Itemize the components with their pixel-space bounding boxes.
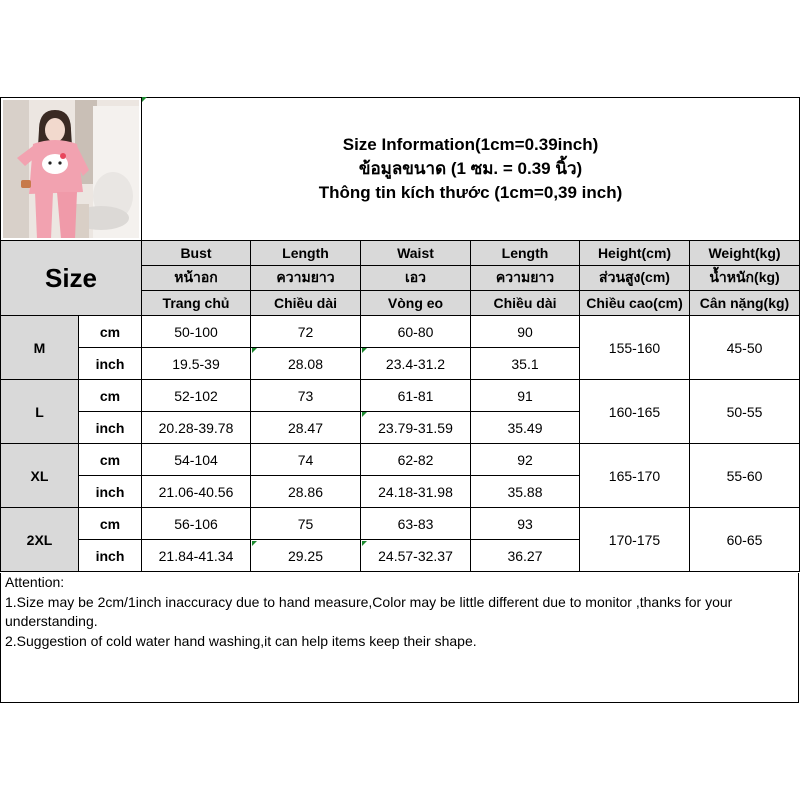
unit-label-cm: cm [79,316,142,348]
xl-length-cm: 74 [251,444,361,476]
l-waist-cm: 61-81 [361,380,471,412]
unit-label-inch: inch [79,412,142,444]
2xl-bust-inch: 21.84-41.34 [142,540,251,572]
m-bust-inch: 19.5-39 [142,348,251,380]
xl-bust-cm: 54-104 [142,444,251,476]
m-length-cm: 72 [251,316,361,348]
attention-notes [0,573,799,703]
col-header-waist-en: Waist [361,241,471,266]
m-length2-inch: 35.1 [471,348,580,380]
size-info-title-en: Size Information(1cm=0.39inch) [342,135,599,154]
xl-bust-inch: 21.06-40.56 [142,476,251,508]
2xl-length-inch: 29.25 [251,540,361,572]
size-name-xl: XL [1,444,79,508]
unit-label-cm: cm [79,444,142,476]
xl-length2-inch: 35.88 [471,476,580,508]
col-header-height-en: Height(cm) [580,241,690,266]
l-bust-cm: 52-102 [142,380,251,412]
xl-waist-inch: 24.18-31.98 [361,476,471,508]
size-chart-sheet [0,97,800,704]
size-info-title-vi: Thông tin kích thước (1cm=0,39 inch) [318,183,623,202]
size-row-xl-cm [1,444,800,476]
m-length2-cm: 90 [471,316,580,348]
2xl-height: 170-175 [580,508,690,572]
cell-marker [252,348,257,353]
xl-length-inch: 28.86 [251,476,361,508]
size-column-header: Size [1,241,142,316]
col-header-waist-th: เอว [361,266,471,291]
size-row-l-cm [1,380,800,412]
xl-waist-cm: 62-82 [361,444,471,476]
2xl-length2-cm: 93 [471,508,580,540]
col-header-bust-en: Bust [142,241,251,266]
size-name-2xl: 2XL [1,508,79,572]
size-row-m-cm [1,316,800,348]
col-header-length-vi: Chiều dài [251,291,361,316]
cell-marker [142,97,147,102]
xl-weight: 55-60 [690,444,800,508]
info-row [1,98,800,241]
l-height: 160-165 [580,380,690,444]
col-header-height-vi: Chiều cao(cm) [580,291,690,316]
size-row-2xl-cm [1,508,800,540]
col-header-weight-en: Weight(kg) [690,241,800,266]
unit-label-inch: inch [79,348,142,380]
col-header-length-en: Length [251,241,361,266]
m-waist-inch: 23.4-31.2 [361,348,471,380]
col-header-bust-vi: Trang chủ [142,291,251,316]
attention-title: Attention: [5,574,65,590]
cell-marker [252,541,257,546]
col-header-length2-vi: Chiều dài [471,291,580,316]
col-header-length2-en: Length [471,241,580,266]
col-header-weight-th: น้ำหนัก(kg) [690,266,800,291]
col-header-length2-th: ความยาว [471,266,580,291]
l-length2-cm: 91 [471,380,580,412]
attention-note-2: 2.Suggestion of cold water hand washing,it can help items keep their shape. [5,632,477,649]
col-header-bust-th: หน้าอก [142,266,251,291]
l-waist-inch: 23.79-31.59 [361,412,471,444]
col-header-waist-vi: Vòng eo [361,291,471,316]
m-weight: 45-50 [690,316,800,380]
cell-marker [362,541,367,546]
2xl-bust-cm: 56-106 [142,508,251,540]
2xl-length-cm: 75 [251,508,361,540]
unit-label-inch: inch [79,540,142,572]
size-info-cell [142,98,800,241]
col-header-height-th: ส่วนสูง(cm) [580,266,690,291]
xl-length2-cm: 92 [471,444,580,476]
xl-height: 165-170 [580,444,690,508]
size-info-title-th: ข้อมูลขนาด (1 ซม. = 0.39 นิ้ว) [358,159,583,178]
size-name-l: L [1,380,79,444]
cell-marker [362,348,367,353]
unit-label-inch: inch [79,476,142,508]
m-waist-cm: 60-80 [361,316,471,348]
l-length-inch: 28.47 [251,412,361,444]
unit-label-cm: cm [79,380,142,412]
m-bust-cm: 50-100 [142,316,251,348]
m-length-inch: 28.08 [251,348,361,380]
2xl-weight: 60-65 [690,508,800,572]
2xl-waist-inch: 24.57-32.37 [361,540,471,572]
l-length-cm: 73 [251,380,361,412]
2xl-waist-cm: 63-83 [361,508,471,540]
size-chart-table [0,97,800,572]
size-name-m: M [1,316,79,380]
l-weight: 50-55 [690,380,800,444]
m-height: 155-160 [580,316,690,380]
cell-marker [362,412,367,417]
l-length2-inch: 35.49 [471,412,580,444]
header-row-en [1,241,800,266]
l-bust-inch: 20.28-39.78 [142,412,251,444]
col-header-length-th: ความยาว [251,266,361,291]
attention-note-1: 1.Size may be 2cm/1inch inaccuracy due to hand measure,Color may be little different due to monitor ,thanks for your understanding. [5,593,733,629]
product-photo-cell [1,98,142,241]
col-header-weight-vi: Cân nặng(kg) [690,291,800,316]
unit-label-cm: cm [79,508,142,540]
2xl-length2-inch: 36.27 [471,540,580,572]
model-pajama-illustration [3,100,139,238]
product-photo [3,100,139,238]
